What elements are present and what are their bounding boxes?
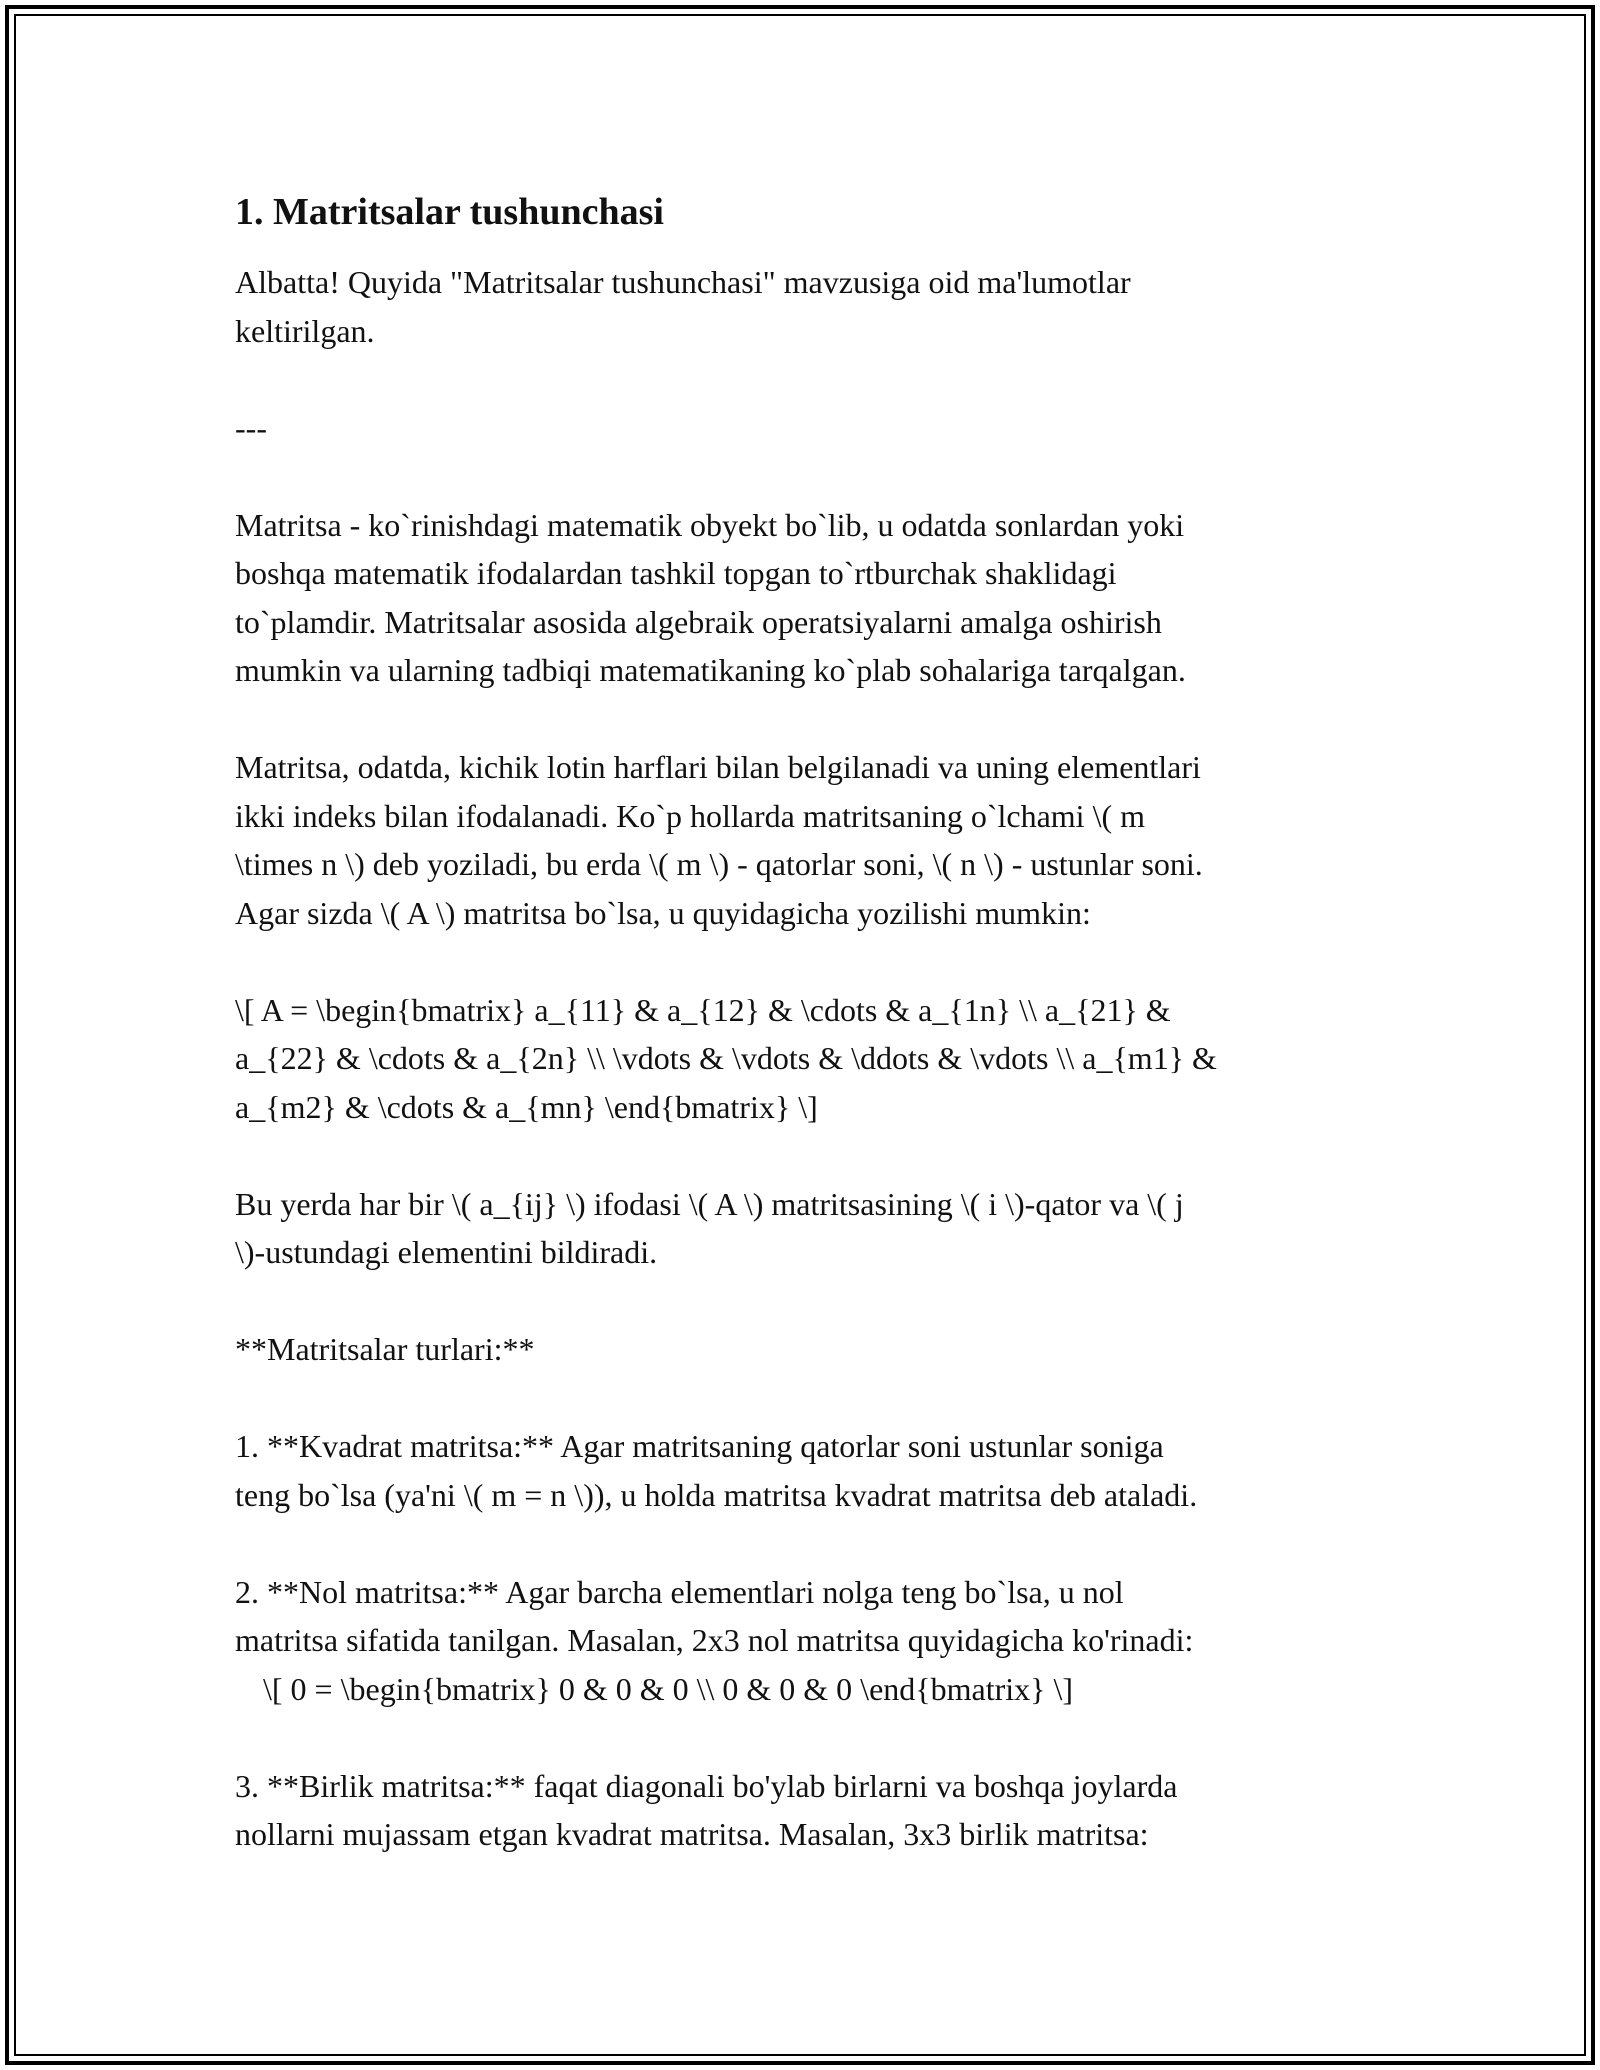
text-line: mumkin va ularning tadbiqi matematikaning ko`plab sohalariga tarqalgan. [235,652,1186,688]
paragraph-definition [235,501,1375,695]
text-line: Agar sizda \( A \) matritsa bo`lsa, u quyidagicha yozilishi mumkin: [235,894,1091,931]
text-line: matritsa sifatida tanilgan. Masalan, 2x3 nol matritsa quyidagicha ko'rinadi: [235,1622,1194,1658]
text-line: **Matritsalar turlari:** [235,1331,535,1367]
text-line: Matritsa - ko`rinishdagi matematik obyekt bo`lib, u odatda sonlardan yoki [235,506,1185,543]
document-body [235,188,1375,1907]
list-item-identity-matrix [235,1762,1375,1859]
text-line: 1. **Kvadrat matritsa:** Agar matritsaning qatorlar soni ustunlar soniga [235,1428,1164,1464]
paragraph-notation [235,743,1375,937]
formula-line: \[ 0 = \begin{bmatrix} 0 & 0 & 0 \\ 0 & 0 & 0 \end{bmatrix} \] [263,1670,1074,1707]
paragraph-matrix-formula [235,986,1375,1132]
text-line: \times n \) deb yoziladi, bu erda \( m \) - qatorlar soni, \( n \) - ustunlar soni. [235,846,1203,882]
text-line: teng bo`lsa (ya'ni \( m = n \)), u holda matritsa kvadrat matritsa deb ataladi. [235,1476,1198,1513]
text-line: --- [235,409,267,446]
formula-line: a_{22} & \cdots & a_{2n} \\ \vdots & \vdots & \ddots & \vdots \\ a_{m1} & [235,1040,1217,1076]
text-line: keltirilgan. [235,312,375,349]
list-item-square-matrix [235,1422,1375,1519]
formula-line: \[ A = \begin{bmatrix} a_{11} & a_{12} & \cdots & a_{1n} \\ a_{21} & [235,991,1171,1028]
separator-line [235,404,1375,453]
paragraph-element-explanation [235,1180,1375,1277]
text-line: 3. **Birlik matritsa:** faqat diagonali bo'ylab birlarni va boshqa joylarda [235,1767,1178,1804]
text-line: boshqa matematik ifodalardan tashkil topgan to`rtburchak shaklidagi [235,555,1117,591]
text-line: ikki indeks bilan ifodalanadi. Ko`p hollarda matritsaning o`lchami \( m [235,797,1145,834]
text-line: to`plamdir. Matritsalar asosida algebraik operatsiyalarni amalga oshirish [235,603,1162,640]
types-heading [235,1325,1375,1374]
text-line: Matritsa, odatda, kichik lotin harflari bilan belgilanadi va uning elementlari [235,749,1201,785]
formula-line: a_{m2} & \cdots & a_{mn} \end{bmatrix} \] [235,1088,818,1125]
page-title: 1. Matritsalar tushunchasi [235,191,664,233]
text-line: \)-ustundagi elementini bildiradi. [235,1234,658,1270]
paragraph-intro [235,258,1375,355]
text-line: nollarni mujassam etgan kvadrat matritsa. Masalan, 3x3 birlik matritsa: [235,1816,1149,1852]
list-item-zero-matrix [235,1568,1375,1714]
text-line: Bu yerda har bir \( a_{ij} \) ifodasi \( A \) matritsasining \( i \)-qator va \( j [235,1185,1184,1222]
text-line: 2. **Nol matritsa:** Agar barcha elementlari nolga teng bo`lsa, u nol [235,1573,1124,1610]
text-line: Albatta! Quyida "Matritsalar tushunchasi" mavzusiga oid ma'lumotlar [235,264,1131,300]
